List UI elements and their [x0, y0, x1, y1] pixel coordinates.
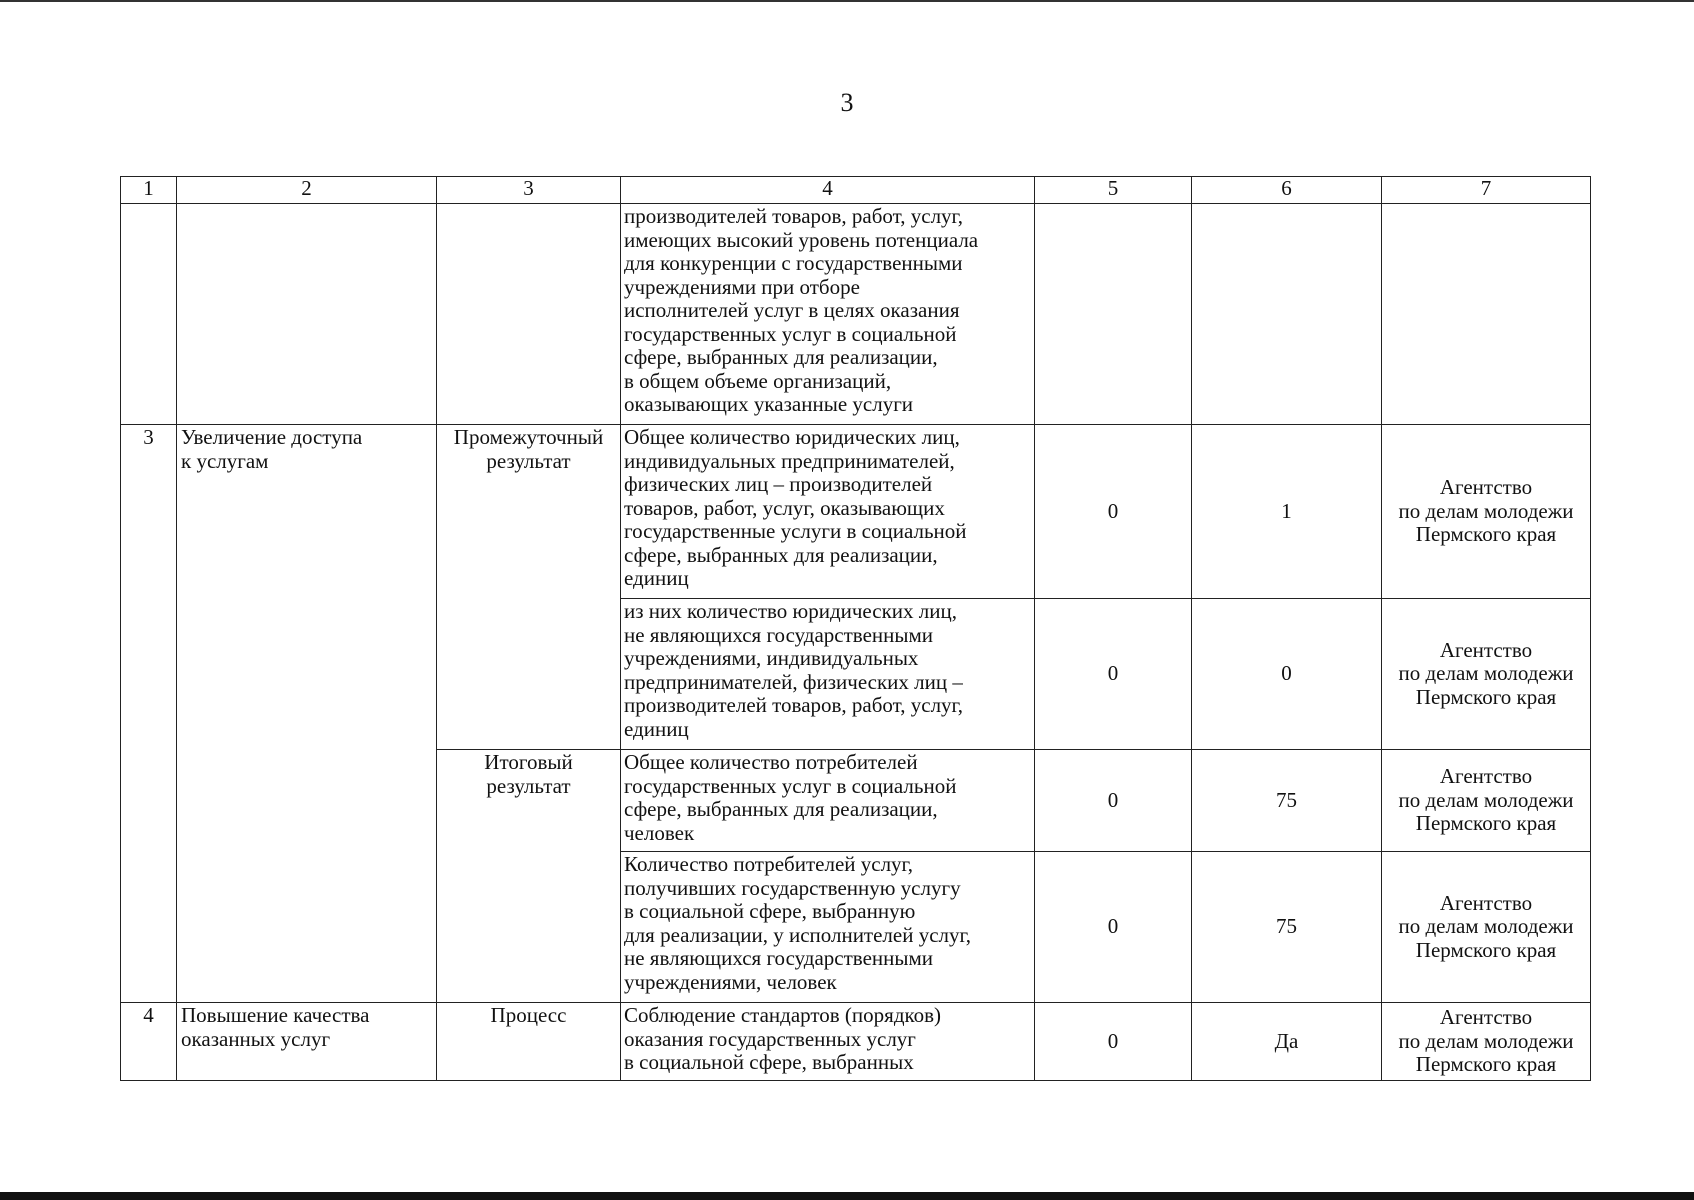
cell-empty [1192, 204, 1382, 425]
header-col-5: 5 [1035, 177, 1192, 204]
results-table [120, 176, 1591, 1081]
agency-cell: Агентство по делам молодежи Пермского края [1382, 852, 1591, 1003]
base-value-cell: 0 [1035, 1003, 1192, 1081]
task-cell: Увеличение доступа к услугам [177, 425, 437, 1003]
target-value-cell: 0 [1192, 599, 1382, 750]
agency-cell: Агентство по делам молодежи Пермского края [1382, 1003, 1591, 1081]
scan-top-edge [0, 0, 1694, 2]
header-col-1: 1 [121, 177, 177, 204]
target-value-cell: 75 [1192, 750, 1382, 852]
base-value-cell: 0 [1035, 425, 1192, 599]
result-type-cell: Промежуточный результат [437, 425, 621, 750]
base-value-cell: 0 [1035, 852, 1192, 1003]
indicator-cell: Общее количество потребителей государственных услуг в социальной сфере, выбранных для реализации, человек [621, 750, 1035, 852]
agency-cell: Агентство по делам молодежи Пермского края [1382, 599, 1591, 750]
scan-bottom-edge [0, 1192, 1694, 1200]
agency-cell: Агентство по делам молодежи Пермского края [1382, 425, 1591, 599]
cell-empty [1035, 204, 1192, 425]
header-col-2: 2 [177, 177, 437, 204]
table-row [121, 1003, 1591, 1081]
header-row [121, 177, 1591, 204]
agency-cell: Агентство по делам молодежи Пермского края [1382, 750, 1591, 852]
cell-empty [1382, 204, 1591, 425]
row-number-cell: 3 [121, 425, 177, 1003]
target-value-cell: Да [1192, 1003, 1382, 1081]
result-type-cell: Процесс [437, 1003, 621, 1081]
cell-empty [437, 204, 621, 425]
task-cell: Повышение качества оказанных услуг [177, 1003, 437, 1081]
row-number-cell: 4 [121, 1003, 177, 1081]
base-value-cell: 0 [1035, 750, 1192, 852]
cell-empty [121, 204, 177, 425]
page-number: 3 [840, 88, 854, 117]
indicator-cell: Общее количество юридических лиц, индивидуальных предпринимателей, физических лиц – производителей товаров, работ, услуг, оказывающих государственные услуги в социальной сфере, выбранных для реализации, единиц [621, 425, 1035, 599]
target-value-cell: 1 [1192, 425, 1382, 599]
target-value-cell: 75 [1192, 852, 1382, 1003]
header-col-3: 3 [437, 177, 621, 204]
indicator-cell: Соблюдение стандартов (порядков) оказания государственных услуг в социальной сфере, выбранных [621, 1003, 1035, 1081]
base-value-cell: 0 [1035, 599, 1192, 750]
header-col-7: 7 [1382, 177, 1591, 204]
table-row [121, 425, 1591, 599]
indicator-cell: из них количество юридических лиц, не являющихся государственными учреждениями, индивидуальных предпринимателей, физических лиц – производителей товаров, работ, услуг, единиц [621, 599, 1035, 750]
indicator-cell: производителей товаров, работ, услуг, имеющих высокий уровень потенциала для конкуренции с государственными учреждениями при отборе исполнителей услуг в целях оказания государственных услуг в социальной сфере, выбранных для реализации, в общем объеме организаций, оказывающих указанные услуги [621, 204, 1035, 425]
result-type-cell: Итоговый результат [437, 750, 621, 1003]
table-row [121, 204, 1591, 425]
header-col-6: 6 [1192, 177, 1382, 204]
cell-empty [177, 204, 437, 425]
indicator-cell: Количество потребителей услуг, получивших государственную услугу в социальной сфере, выбранную для реализации, у исполнителей услуг, не являющихся государственными учреждениями, человек [621, 852, 1035, 1003]
header-col-4: 4 [621, 177, 1035, 204]
